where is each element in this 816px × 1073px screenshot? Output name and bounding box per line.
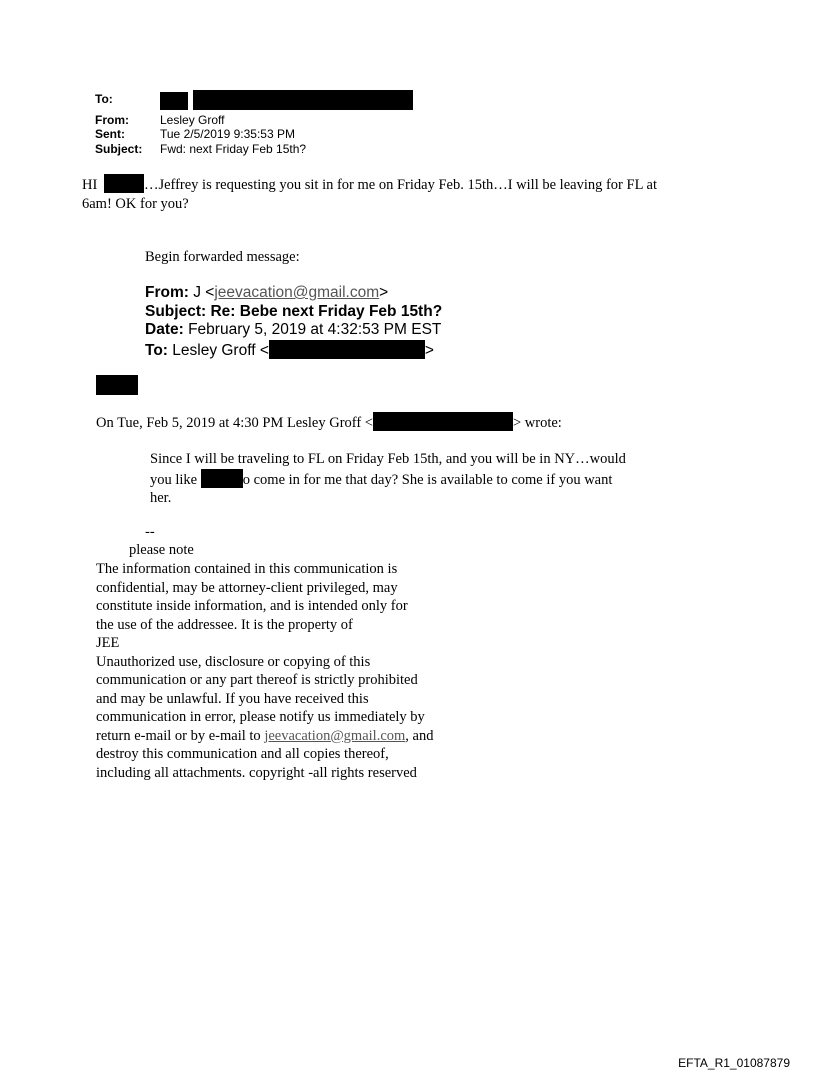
disclaimer-line: Unauthorized use, disclosure or copying of this [96, 653, 371, 670]
return-end: , and [405, 727, 434, 744]
fwd-subject-label: Subject: [145, 302, 207, 320]
to-redaction [160, 90, 413, 111]
fwd-to-close: > [424, 341, 434, 359]
return-start: return e-mail or by e-mail to [96, 727, 265, 744]
message-text: …Jeffrey is requesting you sit in for me on Friday Feb. 15th…I will be leaving for FL at [143, 177, 657, 193]
signature-dashes: -- [145, 524, 155, 540]
subject-row [95, 142, 413, 157]
disclaimer-line: the use of the addressee. It is the property of [96, 616, 353, 633]
disclaimer-line: constitute inside information, and is intended only for [96, 598, 408, 614]
sent-value: Tue 2/5/2019 9:35:53 PM [160, 127, 295, 141]
from-label: From: [95, 112, 129, 127]
quote-intro-end: > wrote: [512, 415, 562, 431]
from-value: Lesley Groff [160, 112, 225, 127]
redaction-block [373, 412, 513, 431]
fwd-from-label: From: [145, 284, 189, 301]
quote-line-2-end: o come in for me that day? She is available to come if you want [242, 471, 613, 488]
message-body [82, 174, 782, 213]
forwarded-header [145, 284, 442, 360]
forward-intro: Begin forwarded message: [145, 249, 300, 265]
redaction-block [96, 375, 138, 395]
sent-row [95, 127, 413, 142]
disclaimer-line: JEE [96, 635, 120, 651]
subject-label: Subject: [95, 141, 143, 156]
fwd-from-row [145, 284, 442, 303]
to-label: To: [95, 92, 113, 106]
to-row [95, 92, 413, 113]
disclaimer-line: communication or any part thereof is strictly prohibited [96, 672, 418, 688]
quote-line-2-start: you like [150, 471, 198, 488]
disclaimer-line: The information contained in this communication is [96, 561, 398, 577]
disclaimer-line: including all attachments. copyright -all rights reserved [96, 764, 417, 781]
fwd-from-name: J < [193, 284, 215, 301]
subject-value: Fwd: next Friday Feb 15th? [160, 141, 307, 156]
greeting: HI [82, 177, 98, 193]
quote-line-3: her. [150, 490, 172, 506]
fwd-to-label: To: [145, 341, 168, 359]
please-note: please note [129, 542, 194, 558]
quote-line-1: Since I will be traveling to FL on Friday Feb 15th, and you will be in NY…would [150, 451, 626, 467]
quoted-message [150, 450, 626, 508]
disclaimer-line [96, 727, 433, 746]
disclaimer-line: destroy this communication and all copies thereof, [96, 746, 389, 762]
fwd-subject-value: Re: Bebe next Friday Feb 15th? [210, 302, 443, 320]
redaction-block [201, 469, 243, 488]
from-row [95, 113, 413, 128]
message-line-2: 6am! OK for you? [82, 195, 189, 212]
fwd-date-label: Date: [145, 321, 184, 338]
redaction-block [160, 92, 188, 110]
message-line-1 [82, 174, 782, 195]
disclaimer-line: communication in error, please notify us immediately by [96, 709, 425, 725]
sent-label: Sent: [95, 127, 125, 141]
fwd-from-email-link[interactable]: jeevacation@gmail.com [214, 284, 380, 301]
disclaimer-line: confidential, may be attorney-client privileged, may [96, 579, 398, 596]
fwd-to-row [145, 340, 442, 361]
document-id: EFTA_R1_01087879 [678, 1056, 790, 1070]
disclaimer-email-link[interactable]: jeevacation@gmail.com [264, 727, 406, 744]
redaction-block [193, 90, 413, 110]
quote-line-2 [150, 469, 626, 490]
quote-intro-start: On Tue, Feb 5, 2019 at 4:30 PM Lesley Groff < [96, 415, 373, 431]
email-header [95, 92, 413, 156]
fwd-date-value: February 5, 2019 at 4:32:53 PM EST [188, 321, 442, 338]
disclaimer [96, 560, 433, 782]
fwd-from-close: > [379, 284, 389, 301]
quote-intro [96, 412, 562, 433]
fwd-date-row [145, 321, 442, 340]
redaction-block [104, 174, 144, 193]
redaction-block [269, 340, 425, 359]
fwd-to-name: Lesley Groff < [172, 341, 269, 359]
disclaimer-line: and may be unlawful. If you have received this [96, 690, 369, 707]
fwd-subject-row [145, 303, 442, 322]
